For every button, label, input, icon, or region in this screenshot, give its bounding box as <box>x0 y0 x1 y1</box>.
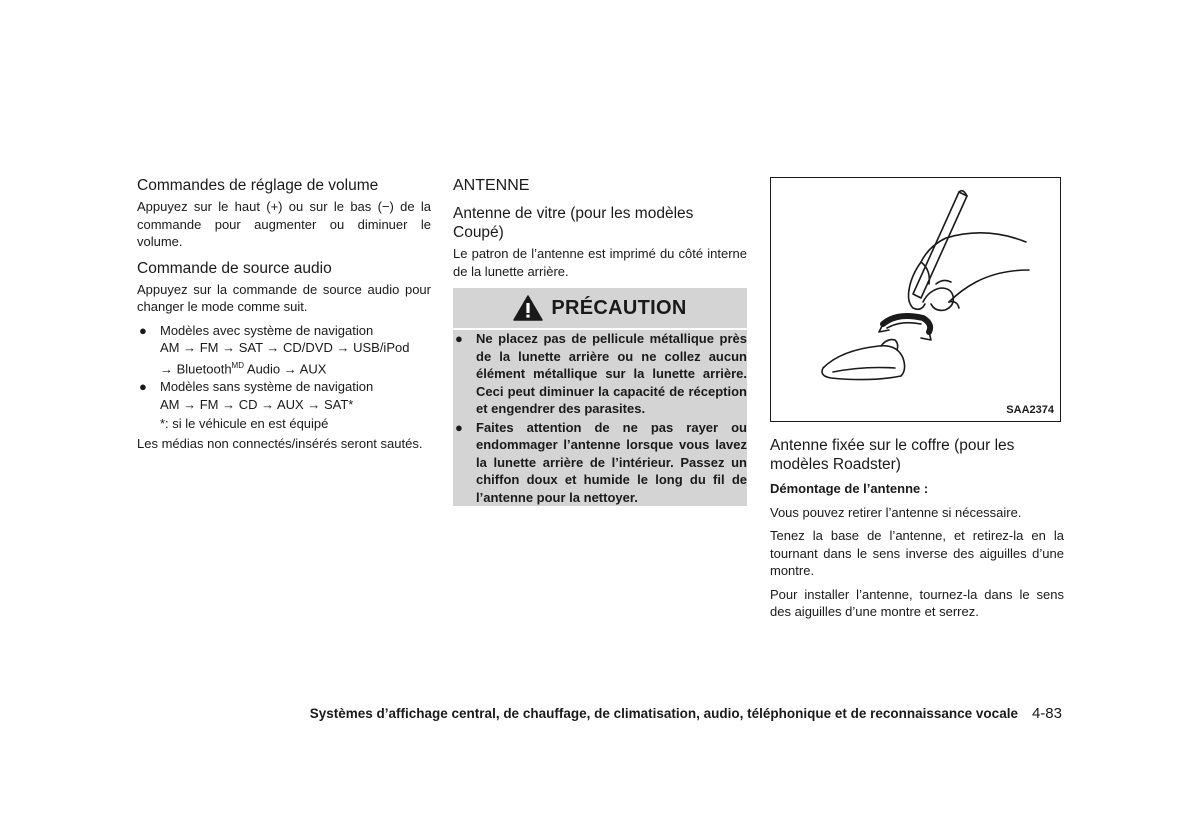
glass-antenna-heading: Antenne de vitre (pour les modèles Coupé) <box>453 205 694 241</box>
volume-heading: Commandes de réglage de volume <box>137 177 379 194</box>
install-text: Pour installer l’antenne, tournez-la dans le sens des aiguilles d’une montre et serrez. <box>770 586 1064 619</box>
bullet-label: Modèles avec système de navigation <box>160 322 374 338</box>
antenna-illustration <box>770 177 1061 422</box>
bullet-label: Modèles sans système de navigation <box>160 379 374 395</box>
caution-item-text: Ne placez pas de pellicule métallique près de la lunette arrière ou ne collez aucun élément métallique sur la lunette arrière. Ceci peut diminuer la capacité de réception et engendrer des parasites. <box>476 331 747 416</box>
mode-sequence-cont <box>160 357 431 378</box>
caution-header <box>453 288 747 330</box>
left-column <box>137 172 431 458</box>
list-item <box>137 378 431 413</box>
removal-text-2: Tenez la base de l’antenne, et retirez-la en la tournant dans le sens inverse des aiguilles d’une montre. <box>770 528 1064 578</box>
list-item <box>137 322 431 378</box>
removal-text-1: Vous pouvez retirer l’antenne si nécessaire. <box>770 504 1022 520</box>
section-title: Systèmes d’affichage central, de chauffage, de climatisation, audio, téléphonique et de reconnaissance vocale <box>309 706 1018 721</box>
page-number: 4-83 <box>1031 705 1062 722</box>
caution-list <box>453 330 747 506</box>
bullet-icon: ● <box>139 379 147 395</box>
list-item <box>453 419 747 507</box>
caution-box <box>453 288 747 506</box>
trademark-superscript: MD <box>231 360 244 370</box>
glass-antenna-text: Le patron de l’antenne est imprimé du côté interne de la lunette arrière. <box>453 246 747 279</box>
trunk-antenna-heading: Antenne fixée sur le coffre (pour les modèles Roadster) <box>770 437 1015 473</box>
bullet-icon: ● <box>139 322 147 338</box>
source-heading: Commande de source audio <box>137 259 332 277</box>
footnote: *: si le véhicule en est équipé <box>160 416 329 432</box>
bullet-icon: ● <box>455 331 463 346</box>
page-footer <box>150 705 1062 723</box>
mode-sequence: AM → FM → CD → AUX → SAT* <box>160 396 354 412</box>
source-mode-list <box>137 322 431 414</box>
bullet-icon: ● <box>455 419 463 435</box>
middle-column <box>453 172 747 508</box>
figure-label: SAA2374 <box>1006 404 1054 416</box>
removal-heading: Démontage de l’antenne : <box>770 481 929 496</box>
mode-sequence-part: → Bluetooth <box>160 360 232 376</box>
source-text: Appuyez sur la commande de source audio pour changer le mode comme suit. <box>137 281 431 314</box>
warning-icon <box>513 295 543 321</box>
caution-title: PRÉCAUTION <box>551 296 687 319</box>
list-item <box>453 330 747 418</box>
antenna-heading: ANTENNE <box>453 177 530 194</box>
mode-sequence: AM → FM → SAT → CD/DVD → USB/iPod <box>160 340 410 355</box>
mode-sequence-part: Audio → AUX <box>244 360 327 376</box>
volume-text: Appuyez sur le haut (+) ou sur le bas (−) de la commande pour augmenter ou diminuer le volume. <box>137 199 431 249</box>
right-column <box>770 174 1064 627</box>
skip-text: Les médias non connectés/insérés seront sautés. <box>137 435 423 451</box>
caution-item-text: Faites attention de ne pas rayer ou endommager l’antenne lorsque vous lavez la lunette arrière de l’intérieur. Passez un chiffon doux et humide le long du fil de l’antenne pour la nettoyer. <box>476 419 747 505</box>
hand-removing-antenna-illustration <box>771 178 1060 421</box>
